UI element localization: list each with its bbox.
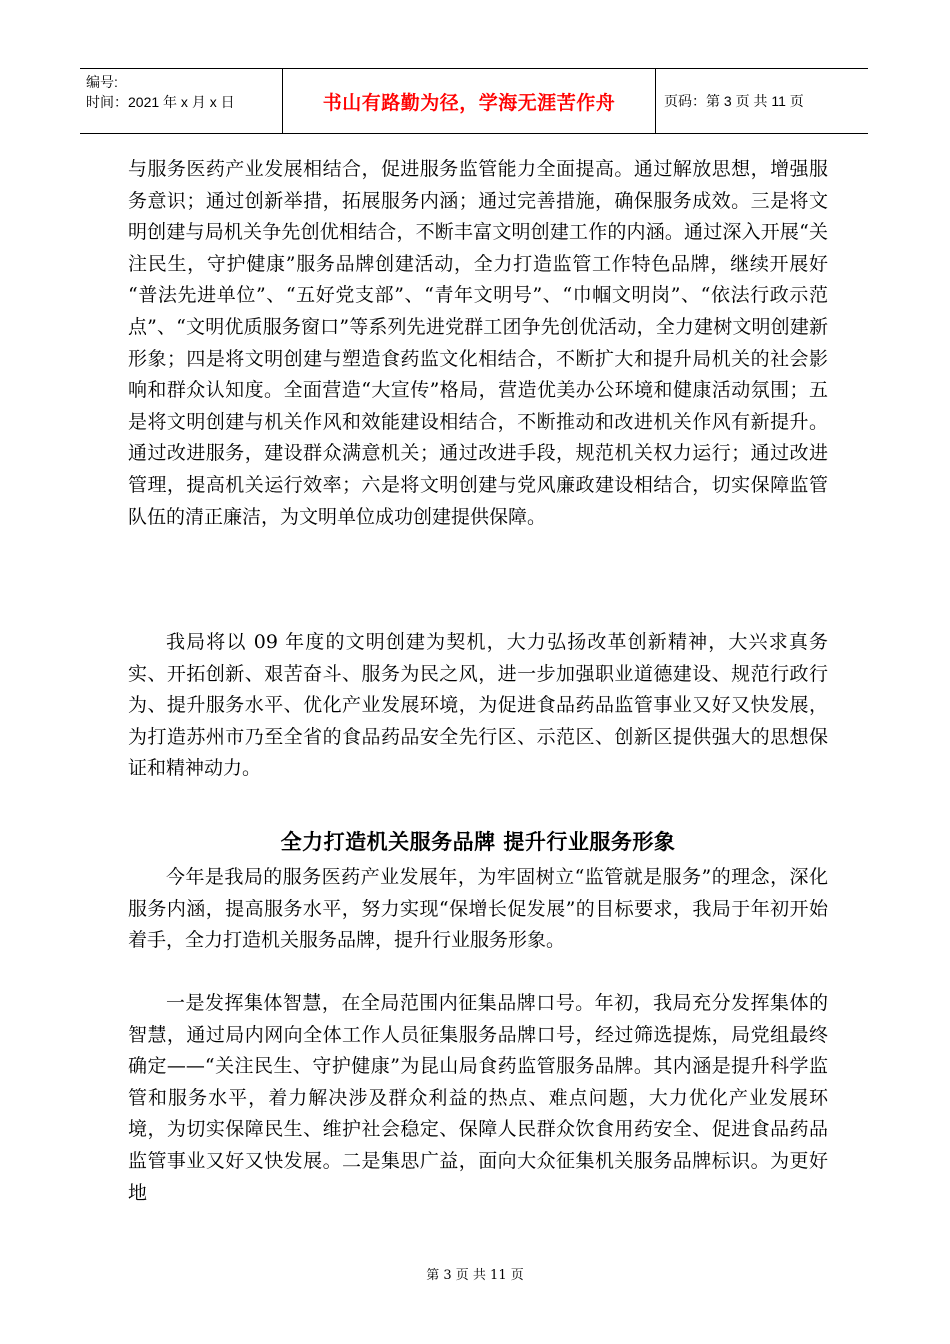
body-section	[128, 862, 828, 957]
paragraph: 我局将以 09 年度的文明创建为契机，大力弘扬改革创新精神，大兴求真务实、开拓创新、艰苦奋斗、服务为民之风，进一步加强职业道德建设、规范行政行为、提升服务水平、优化产业发展环境，为促进食品药品监管事业又好又快发展，为打造苏州市乃至全省的食品药品安全先行区、示范区、创新区提供强大的思想保证和精神动力。	[128, 631, 828, 780]
body-section	[128, 627, 828, 785]
paragraph: 今年是我局的服务医药产业发展年，为牢固树立“监管就是服务”的理念，深化服务内涵，提高服务水平，努力实现“保增长促发展”的目标要求，我局于年初开始着手，全力打造机关服务品牌，提升行业服务形象。	[128, 866, 828, 952]
body-section	[128, 154, 828, 533]
page-footer: 第 3 页 共 11 页	[426, 1268, 524, 1283]
document-time-label: 时间：2021 年 x 月 x 日	[86, 94, 235, 110]
paragraph: 与服务医药产业发展相结合，促进服务监管能力全面提高。通过解放思想，增强服务意识；通过创新举措，拓展服务内涵；通过完善措施，确保服务成效。三是将文明创建与局机关争先创优相结合，不断丰富文明创建工作的内涵。通过深入开展“关注民生，守护健康”服务品牌创建活动，全力打造监管工作特色品牌，继续开展好 “普法先进单位”、“五好党支部”、“青年文明号”、“巾帼文明岗”、“依法行政示范点”、“文明优质服务窗口”等系列先进党群工团争先创优活动，全力建树文明创建新形象；四是将文明创建与塑造食药监文化相结合，不断扩大和提升局机关的社会影响和群众认知度。全面营造“大宣传”格局，营造优美办公环境和健康活动氛围；五是将文明创建与机关作风和效能建设相结合，不断推动和改进机关作风有新提升。通过改进服务，建设群众满意机关；通过改进手段，规范机关权力运行；通过改进管理，提高机关运行效率；六是将文明创建与党风廉政建设相结合，切实保障监管队伍的清正廉洁，为文明单位成功创建提供保障。	[128, 158, 828, 528]
header-page-number: 页码：第 3 页 共 11 页	[664, 93, 804, 109]
body-section	[128, 988, 828, 1209]
section-title: 全力打造机关服务品牌 提升行业服务形象	[280, 830, 676, 854]
paragraph: 一是发挥集体智慧，在全局范围内征集品牌口号。年初，我局充分发挥集体的智慧，通过局内网向全体工作人员征集服务品牌口号，经过筛选提炼，局党组最终确定——“关注民生、守护健康”为昆山局食药监管服务品牌。其内涵是提升科学监管和服务水平，着力解决涉及群众利益的热点、难点问题，大力优化产业发展环境，为切实保障民生、维护社会稳定、保障人民群众饮食用药安全、促进食品药品监管事业又好又快发展。二是集思广益，面向大众征集机关服务品牌标识。为更好地	[128, 992, 828, 1204]
header-motto: 书山有路勤为径，学海无涯苦作舟	[322, 91, 616, 114]
document-number-label: 编号:	[86, 74, 118, 90]
header-meta	[80, 68, 282, 134]
